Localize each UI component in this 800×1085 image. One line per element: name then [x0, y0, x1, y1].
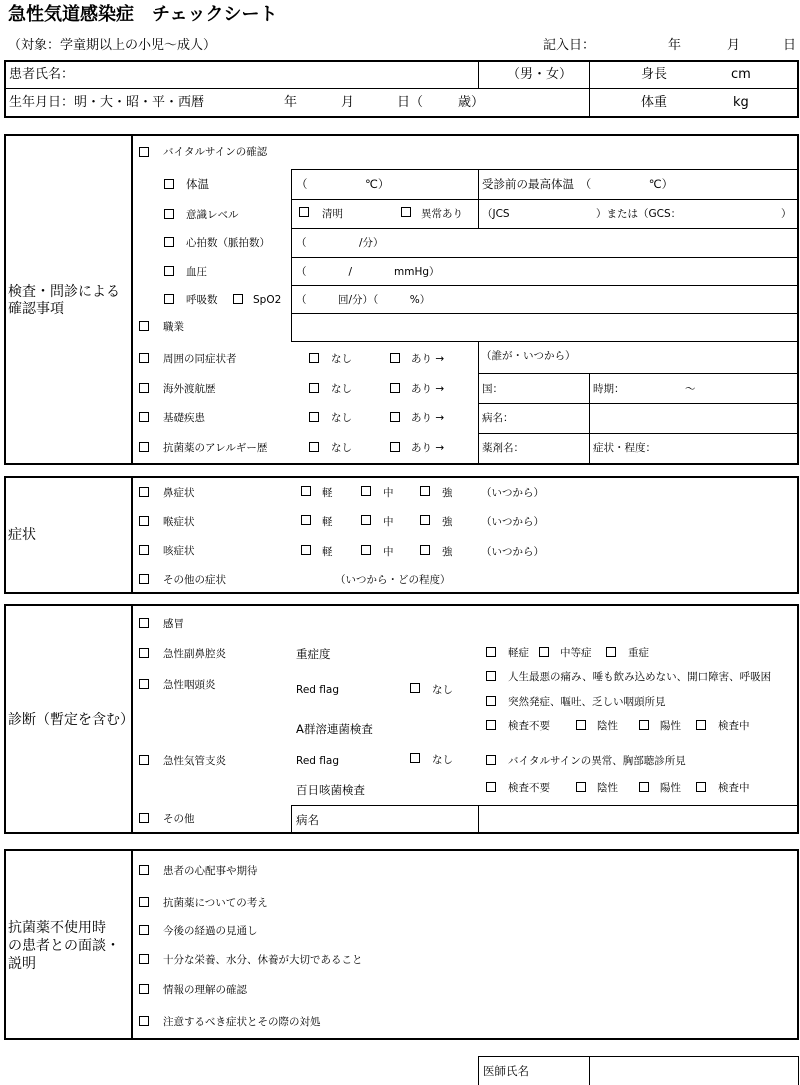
pertussis-testing-label: 検査中 — [718, 782, 750, 794]
vitals-checkbox[interactable] — [139, 147, 149, 157]
symptom-degree-field[interactable]: 症状・程度： — [593, 442, 656, 454]
other-diagnosis-checkbox[interactable] — [139, 813, 149, 823]
gas-positive-checkbox[interactable] — [639, 720, 649, 730]
divider — [291, 199, 798, 200]
bp-label: 血圧 — [186, 266, 207, 278]
moderate-label: 中 — [383, 487, 394, 499]
redflag-1-checkbox[interactable] — [486, 671, 496, 681]
red-flag-label: Red flag — [296, 755, 339, 767]
weight-label: 体重 — [641, 95, 668, 110]
gas-testing-checkbox[interactable] — [696, 720, 706, 730]
divider — [589, 61, 590, 117]
pulse-field[interactable]: （ /分） — [296, 237, 384, 249]
pertussis-positive-label: 陽性 — [660, 782, 681, 794]
period-tilde: ～ — [685, 383, 696, 395]
underlying-none-checkbox[interactable] — [309, 412, 319, 422]
pertussis-test-label: 百日咳菌検査 — [296, 783, 365, 797]
pertussis-negative-checkbox[interactable] — [576, 782, 586, 792]
explanation-item-checkbox[interactable] — [139, 925, 149, 935]
gas-unneeded-label: 検査不要 — [508, 720, 550, 732]
nasal-mild-checkbox[interactable] — [301, 486, 311, 496]
other-diagnosis-label: その他 — [163, 813, 195, 825]
bronchitis-label: 急性気管支炎 — [163, 755, 226, 767]
temp-checkbox[interactable] — [164, 179, 174, 189]
gas-positive-label: 陽性 — [660, 720, 681, 732]
pharyngitis-checkbox[interactable] — [139, 679, 149, 689]
divider — [131, 477, 133, 593]
divider — [291, 313, 798, 314]
pertussis-positive-checkbox[interactable] — [639, 782, 649, 792]
spo2-checkbox[interactable] — [233, 294, 243, 304]
pulse-label: 心拍数（脈拍数） — [186, 237, 270, 249]
pertussis-testing-checkbox[interactable] — [696, 782, 706, 792]
redflag-none-label: なし — [432, 754, 453, 766]
explanation-section-label: 説明 — [8, 956, 36, 972]
redflag-1-label: 人生最悪の痛み、唾も飲み込めない、開口障害、呼吸困 — [508, 671, 772, 683]
gcs-close: ） — [781, 208, 792, 220]
sinusitis-checkbox[interactable] — [139, 648, 149, 658]
divider — [5, 88, 798, 89]
divider — [291, 285, 798, 286]
clear-checkbox[interactable] — [299, 207, 309, 217]
explanation-item-label: 患者の心配事や期待 — [163, 865, 258, 877]
allergy-label: 抗菌薬のアレルギー歴 — [163, 442, 268, 454]
resp-field[interactable]: （ 回/分）（ %） — [296, 294, 431, 306]
consciousness-checkbox[interactable] — [164, 209, 174, 219]
entry-month-label: 月 — [727, 38, 741, 53]
explanation-item-checkbox[interactable] — [139, 1016, 149, 1026]
gas-testing-label: 検査中 — [718, 720, 750, 732]
bp-checkbox[interactable] — [164, 266, 174, 276]
cough-severe-checkbox[interactable] — [420, 545, 430, 555]
severity-label: 重症度 — [296, 647, 331, 661]
bp-field[interactable]: （ / mmHg） — [296, 266, 440, 278]
divider — [291, 169, 292, 341]
other-symptom-checkbox[interactable] — [139, 574, 149, 584]
divider — [131, 135, 133, 464]
temp-field[interactable]: （ ℃） — [296, 177, 390, 191]
underlying-yes-checkbox[interactable] — [390, 412, 400, 422]
target-note: （対象：学童期以上の小児～成人） — [8, 38, 217, 53]
divider — [478, 403, 798, 404]
moderate-label: 中 — [383, 546, 394, 558]
divider — [291, 169, 798, 170]
allergy-none-checkbox[interactable] — [309, 442, 319, 452]
occupation-checkbox[interactable] — [139, 321, 149, 331]
divider — [478, 433, 798, 434]
nasal-label: 鼻症状 — [163, 487, 195, 499]
height-unit: cm — [731, 67, 751, 82]
pulse-checkbox[interactable] — [164, 237, 174, 247]
other-disease-name-field[interactable]: 病名 — [296, 813, 319, 827]
dob-year: 年 — [284, 95, 298, 110]
explanation-item-label: 情報の理解の確認 — [163, 984, 247, 996]
redflag-3-label: バイタルサインの異常、胸部聴診所見 — [508, 755, 686, 767]
other-symptom-detail[interactable]: （いつから・どの程度） — [335, 574, 451, 586]
height-label: 身長 — [641, 67, 668, 82]
divider — [291, 257, 798, 258]
divider — [291, 341, 798, 342]
jcs-field[interactable]: （JCS — [482, 208, 510, 220]
country-field[interactable]: 国： — [482, 383, 503, 395]
red-flag-label: Red flag — [296, 684, 339, 696]
contacts-none-checkbox[interactable] — [309, 353, 319, 363]
exam-section-label: 確認事項 — [8, 301, 64, 317]
explanation-item-checkbox[interactable] — [139, 865, 149, 875]
severe-severity-checkbox[interactable] — [606, 647, 616, 657]
since-label[interactable]: （いつから） — [481, 516, 544, 528]
throat-severe-checkbox[interactable] — [420, 515, 430, 525]
max-temp-field[interactable]: 受診前の最高体温 （ ℃） — [482, 177, 674, 191]
throat-moderate-checkbox[interactable] — [361, 515, 371, 525]
occupation-label: 職業 — [163, 321, 184, 333]
throat-mild-checkbox[interactable] — [301, 515, 311, 525]
page-title: 急性気道感染症 チェックシート — [8, 4, 278, 25]
explanation-section-label: の患者との面談・ — [8, 938, 120, 954]
explanation-item-label: 抗菌薬についての考え — [163, 897, 268, 909]
contacts-detail[interactable]: （誰が・いつから） — [481, 350, 576, 362]
divider — [131, 850, 133, 1039]
sex-options[interactable]: （男・女） — [507, 67, 573, 82]
resp-label: 呼吸数 — [186, 294, 218, 306]
gas-unneeded-checkbox[interactable] — [486, 720, 496, 730]
mild-label: 軽 — [322, 546, 333, 558]
explanation-item-label: 注意するべき症状とその際の対処 — [163, 1016, 321, 1028]
travel-label: 海外渡航歴 — [163, 383, 216, 395]
cough-moderate-checkbox[interactable] — [361, 545, 371, 555]
gcs-field[interactable]: ）または（GCS： — [596, 208, 682, 220]
since-label[interactable]: （いつから） — [481, 546, 544, 558]
dob-day: 日（ — [397, 95, 424, 110]
resp-checkbox[interactable] — [164, 294, 174, 304]
dob-label: 生年月日：明・大・昭・平・西暦 — [9, 95, 205, 110]
since-label[interactable]: （いつから） — [481, 487, 544, 499]
vitals-label: バイタルサインの確認 — [163, 146, 268, 158]
throat-label: 喉症状 — [163, 516, 195, 528]
contacts-yes-checkbox[interactable] — [390, 353, 400, 363]
entry-day-label: 日 — [783, 38, 797, 53]
divider — [589, 373, 590, 464]
cold-checkbox[interactable] — [139, 618, 149, 628]
other-symptom-label: その他の症状 — [163, 574, 226, 586]
entry-date-label: 記入日： — [543, 38, 596, 53]
mild-severity-checkbox[interactable] — [486, 647, 496, 657]
explanation-item-checkbox[interactable] — [139, 954, 149, 964]
contacts-checkbox[interactable] — [139, 353, 149, 363]
moderate-severity-checkbox[interactable] — [539, 647, 549, 657]
nasal-severe-checkbox[interactable] — [420, 486, 430, 496]
period-field[interactable]: 時期： — [593, 383, 625, 395]
pharyngitis-label: 急性咽頭炎 — [163, 679, 216, 691]
patient-name-label: 患者氏名： — [9, 67, 75, 82]
contacts-yes-label: あり → — [411, 353, 445, 365]
travel-checkbox[interactable] — [139, 383, 149, 393]
divider — [478, 373, 798, 374]
severe-label: 強 — [442, 487, 453, 499]
divider — [589, 1056, 590, 1085]
redflag-3-checkbox[interactable] — [486, 755, 496, 765]
allergy-none-label: なし — [331, 442, 352, 454]
explanation-item-label: 十分な栄養、水分、休養が大切であること — [163, 954, 363, 966]
divider — [291, 228, 798, 229]
severe-label: 強 — [442, 516, 453, 528]
moderate-label: 中 — [383, 516, 394, 528]
divider — [291, 805, 292, 833]
allergy-yes-checkbox[interactable] — [390, 442, 400, 452]
cough-label: 咳症状 — [163, 545, 195, 557]
divider — [478, 169, 479, 229]
divider — [291, 805, 798, 806]
explanation-item-checkbox[interactable] — [139, 984, 149, 994]
bronchitis-checkbox[interactable] — [139, 755, 149, 765]
cold-label: 感冒 — [163, 618, 184, 630]
travel-none-checkbox[interactable] — [309, 383, 319, 393]
pertussis-unneeded-label: 検査不要 — [508, 782, 550, 794]
diagnosis-section-label: 診断（暫定を含む） — [8, 712, 134, 728]
bronchitis-redflag-none-checkbox[interactable] — [410, 753, 420, 763]
entry-year-label: 年 — [668, 38, 682, 53]
moderate-severity-label: 中等症 — [560, 647, 592, 659]
redflag-none-label: なし — [432, 684, 453, 696]
throat-checkbox[interactable] — [139, 516, 149, 526]
abnormal-checkbox[interactable] — [401, 207, 411, 217]
redflag-2-label: 突然発症、嘔吐、乏しい咽頭所見 — [508, 696, 666, 708]
gas-negative-label: 陰性 — [597, 720, 618, 732]
contacts-label: 周囲の同症状者 — [163, 353, 237, 365]
clear-label: 清明 — [322, 208, 343, 220]
explanation-section-label: 抗菌薬不使用時 — [8, 920, 106, 936]
doctor-name-label: 医師氏名 — [483, 1064, 529, 1078]
cough-checkbox[interactable] — [139, 545, 149, 555]
contacts-none-label: なし — [331, 353, 352, 365]
explanation-item-checkbox[interactable] — [139, 897, 149, 907]
underlying-none-label: なし — [331, 412, 352, 424]
underlying-checkbox[interactable] — [139, 412, 149, 422]
spo2-label: SpO2 — [253, 294, 282, 306]
travel-yes-label: あり → — [411, 383, 445, 395]
sinusitis-label: 急性副鼻腔炎 — [163, 648, 226, 660]
symptoms-section-label: 症状 — [8, 527, 36, 543]
divider — [478, 341, 479, 464]
divider — [478, 805, 479, 833]
cough-mild-checkbox[interactable] — [301, 545, 311, 555]
dob-age: 歳） — [458, 95, 485, 110]
nasal-checkbox[interactable] — [139, 487, 149, 497]
travel-yes-checkbox[interactable] — [390, 383, 400, 393]
explanation-item-label: 今後の経過の見通し — [163, 925, 258, 937]
disease-name-field[interactable]: 病名： — [482, 412, 514, 424]
severe-severity-label: 重症 — [628, 647, 649, 659]
allergy-checkbox[interactable] — [139, 442, 149, 452]
underlying-label: 基礎疾患 — [163, 412, 205, 424]
pertussis-unneeded-checkbox[interactable] — [486, 782, 496, 792]
mild-severity-label: 軽症 — [508, 647, 529, 659]
allergy-yes-label: あり → — [411, 442, 445, 454]
weight-unit: kg — [733, 95, 749, 110]
doctor-name-field[interactable] — [592, 1059, 796, 1083]
gas-negative-checkbox[interactable] — [576, 720, 586, 730]
consciousness-label: 意識レベル — [186, 209, 239, 221]
explanation-section — [4, 849, 799, 1040]
abnormal-label: 異常あり — [421, 208, 463, 220]
pharyngitis-redflag-none-checkbox[interactable] — [410, 683, 420, 693]
underlying-yes-label: あり → — [411, 412, 445, 424]
travel-none-label: なし — [331, 383, 352, 395]
mild-label: 軽 — [322, 487, 333, 499]
temp-label: 体温 — [186, 177, 209, 191]
exam-section-label: 検査・問診による — [8, 284, 120, 300]
gas-test-label: A群溶連菌検査 — [296, 722, 373, 736]
dob-month: 月 — [341, 95, 355, 110]
divider — [478, 61, 479, 88]
pertussis-negative-label: 陰性 — [597, 782, 618, 794]
severe-label: 強 — [442, 546, 453, 558]
nasal-moderate-checkbox[interactable] — [361, 486, 371, 496]
redflag-2-checkbox[interactable] — [486, 696, 496, 706]
mild-label: 軽 — [322, 516, 333, 528]
drug-name-field[interactable]: 薬剤名： — [482, 442, 524, 454]
